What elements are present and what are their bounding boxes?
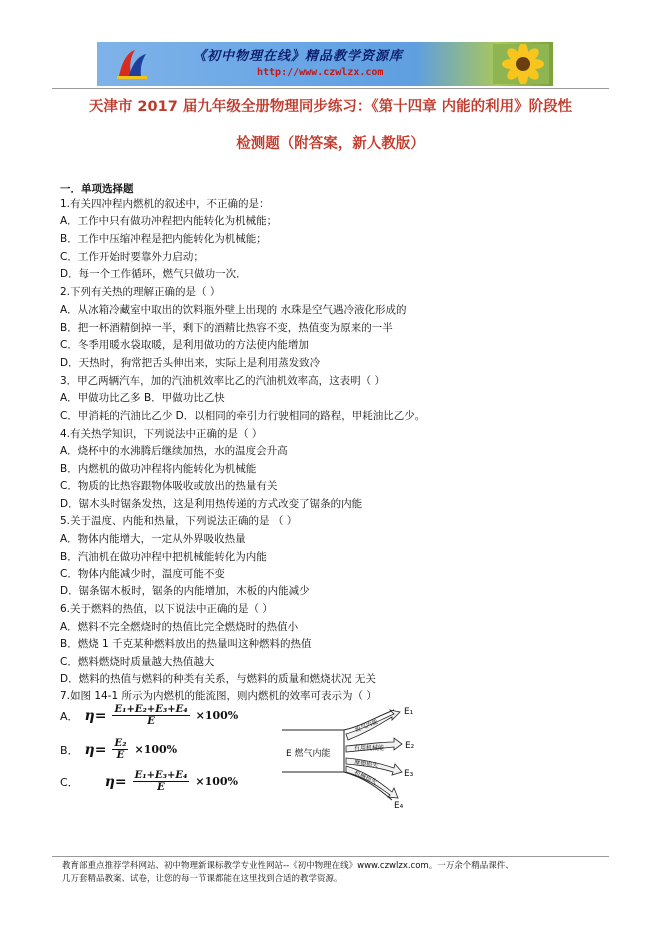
diagram-source-label: E 燃气内能: [286, 749, 331, 759]
option-1a: A．工作中只有做功冲程把内能转化为机械能；: [60, 215, 278, 227]
option-1d: D．每一个工作循环，燃气只做功一次．: [60, 268, 247, 280]
option-4d: D．锯木头时锯条发热，这是利用热传递的方式改变了锯条的内能: [60, 498, 363, 510]
question-3: 3．甲乙两辆汽车，加的汽油机效率比乙的汽油机效率高，这表明（ ）: [60, 375, 386, 387]
formula-a-denominator: E: [147, 716, 155, 727]
label-e4: E₄: [394, 801, 404, 810]
formula-c-eta: η=: [104, 773, 127, 790]
doc-title-line1: 天津市 2017 届九年级全册物理同步练习：《第十四章 内能的利用》阶段性: [88, 99, 573, 115]
formula-c-percent: ×100%: [195, 775, 239, 788]
option-5c: C．物体内能减少时，温度可能不变: [60, 568, 225, 580]
header-banner: [97, 42, 553, 86]
formula-b-numerator: E₂: [114, 738, 127, 749]
formula-b-percent: ×100%: [134, 743, 178, 756]
question-7: 7.如图 14-1 所示为内燃机的能流图，则内燃机的效率可表示为（ ）: [60, 690, 377, 702]
site-logo: [115, 48, 149, 80]
doc-title-line2: 检测题（附答案，新人教版）: [236, 136, 425, 152]
footer: [62, 860, 610, 886]
option-1b: B．工作中压缩冲程是把内能转化为机械能；: [60, 233, 267, 245]
sunflower-image: [493, 44, 549, 84]
option-6b: B．燃烧 1 千克某种燃料放出的热量叫这种燃料的热值: [60, 638, 312, 650]
option-2d: D．天热时，狗常把舌头伸出来，实际上是利用蒸发致冷: [60, 357, 321, 369]
formula-a-label: A．: [60, 709, 79, 723]
formula-option-a: [60, 704, 238, 727]
option-2c: C．冬季用暖水袋取暖，是利用做功的方法使内能增加: [60, 339, 309, 351]
formula-c-denominator: E: [157, 782, 165, 793]
formula-b-fraction: [112, 738, 128, 761]
formula-a-numerator: E₁+E₂+E₃+E₄: [114, 704, 188, 715]
formula-option-c: [60, 770, 238, 793]
question-5: 5.关于温度、内能和热量，下列说法正确的是 （ ）: [60, 515, 298, 527]
formula-c-fraction: [133, 770, 190, 793]
option-3cd: C．甲消耗的汽油比乙少 D．以相同的牵引力行驶相同的路程，甲耗油比乙少。: [60, 410, 426, 422]
formula-b-label: B．: [60, 743, 79, 757]
formula-c-label: C．: [60, 775, 79, 789]
formula-b-denominator: E: [116, 750, 125, 761]
question-1: 1.有关四冲程内燃机的叙述中，不正确的是：: [60, 198, 270, 210]
formula-a-percent: ×100%: [195, 709, 239, 722]
option-6c: C．燃料燃烧时质量越大热值越大: [60, 656, 215, 668]
branch-label-3: 摩擦损失: [353, 759, 379, 770]
footer-rule: [52, 856, 609, 857]
branch-label-4: 机械损失: [353, 769, 378, 786]
banner-url: http://www.czwlzx.com: [257, 67, 384, 78]
question-2: 2.下列有关热的理解正确的是（ ）: [60, 286, 221, 298]
label-e3: E₃: [404, 769, 414, 779]
option-2a: A．从冰箱冷藏室中取出的饮料瓶外壁上出现的 水珠是空气遇冷液化形成的: [60, 304, 407, 316]
formula-option-b: [60, 738, 177, 761]
formula-a-eta: η=: [84, 707, 107, 724]
formula-a-fraction: [112, 704, 189, 727]
option-4b: B．内燃机的做功冲程将内能转化为机械能: [60, 463, 257, 475]
question-4: 4.有关热学知识，下列说法中正确的是（ ）: [60, 428, 263, 440]
question-6: 6.关于燃料的热值，以下说法中正确的是（ ）: [60, 603, 273, 615]
branch-label-2: 有用机械能: [354, 745, 385, 752]
option-3ab: A．甲做功比乙多 B．甲做功比乙快: [60, 392, 225, 404]
footer-line-2: 几万套精品教案、试卷，让您的每一节课都能在这里找到合适的教学资源。: [62, 874, 343, 884]
option-5a: A．物体内能增大，一定从外界吸收热量: [60, 533, 246, 545]
banner-title: 《初中物理在线》精品教学资源库: [193, 49, 404, 64]
option-2b: B．把一杯酒精倒掉一半，剩下的酒精比热容不变，热值变为原来的一半: [60, 322, 393, 334]
option-5d: D．锯条锯木板时，锯条的内能增加，木板的内能减少: [60, 585, 310, 597]
option-4a: A．烧杯中的水沸腾后继续加热，水的温度会升高: [60, 445, 288, 457]
option-5b: B．汽油机在做功冲程中把机械能转化为内能: [60, 551, 267, 563]
section-heading: 一．单项选择题: [60, 183, 134, 195]
formula-c-numerator: E₁+E₃+E₄: [134, 770, 188, 781]
option-6d: D．燃料的热值与燃料的种类有关系，与燃料的质量和燃烧状况 无关: [60, 673, 376, 685]
option-1c: C．工作开始时要靠外力启动；: [60, 251, 204, 263]
option-6a: A．燃料不完全燃烧时的热值比完全燃烧时的热值小: [60, 621, 299, 633]
footer-line-1: 教育部重点推荐学科网站、初中物理新课标教学专业性网站--《初中物理在线》www.czwlzx.com。一万余个精品课件、: [62, 861, 514, 871]
label-e2: E₂: [405, 741, 415, 751]
formula-b-eta: η=: [84, 741, 107, 758]
header-rule: [52, 88, 609, 89]
branch-label-1: 废气内能: [354, 718, 380, 734]
energy-flow-diagram: [282, 700, 422, 810]
label-e1: E₁: [404, 707, 414, 717]
option-4c: C．物质的比热容跟物体吸收或放出的热量有关: [60, 480, 278, 492]
